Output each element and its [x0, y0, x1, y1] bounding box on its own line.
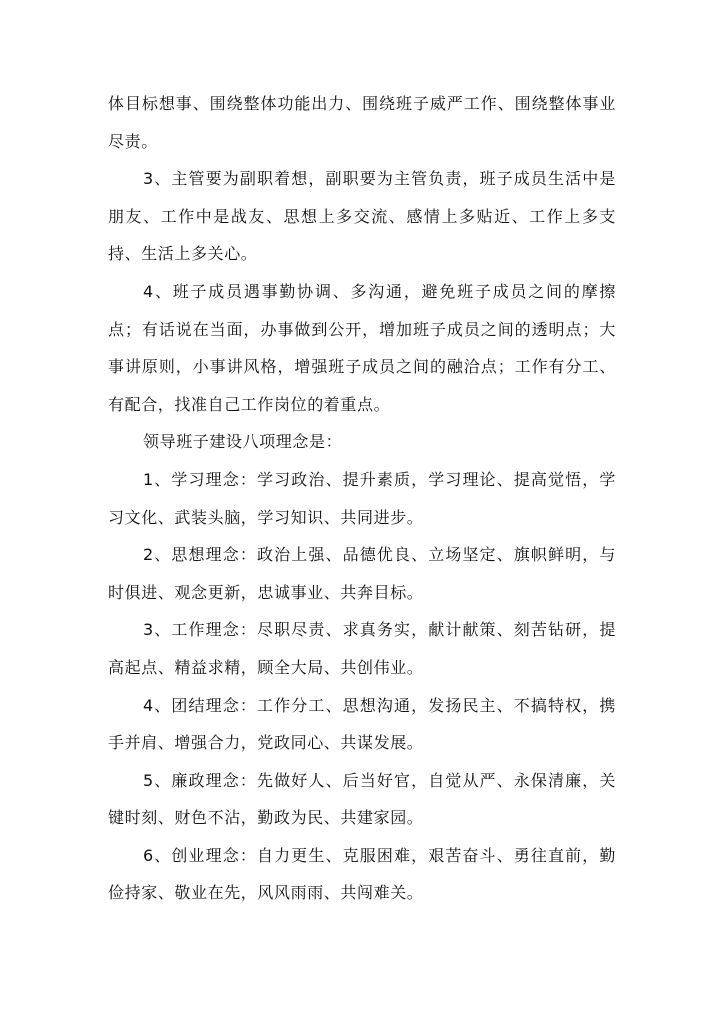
paragraph-continuation: 体目标想事、围绕整体功能出力、围绕班子威严工作、围绕整体事业尽责。	[108, 94, 616, 151]
document-body	[108, 85, 616, 912]
paragraph-item-3-coordination: 3、主管要为副职着想，副职要为主管负责，班子成员生活中是朋友、工作中是战友、思想上多交流、感情上多贴近、工作上多支持、生活上多关心。	[108, 169, 616, 264]
paragraph-concept-integrity: 5、廉政理念：先做好人、后当好官，自觉从严、永保清廉，关键时刻、财色不沾，勤政为民、共建家园。	[108, 770, 616, 828]
paragraph-item-4-communication: 4、班子成员遇事勤协调、多沟通，避免班子成员之间的摩擦点；有话说在当面，办事做到公开，增加班子成员之间的透明点；大事讲原则，小事讲风格，增强班子成员之间的融洽点；工作有分工、有配合，找准自己工作岗位的着重点。	[108, 281, 616, 414]
section-heading-eight-concepts: 领导班子建设八项理念是：	[143, 432, 343, 452]
paragraph-concept-enterprise: 6、创业理念：自力更生、克服困难，艰苦奋斗、勇往直前，勤俭持家、敬业在先，风风雨雨、共闯难关。	[108, 845, 616, 903]
paragraph-concept-work: 3、工作理念：尽职尽责、求真务实，献计献策、刻苦钻研，提高起点、精益求精，顾全大局、共创伟业。	[108, 620, 616, 677]
paragraph-concept-unity: 4、团结理念：工作分工、思想沟通，发扬民主、不搞特权，携手并肩、增强合力，党政同心、共谋发展。	[108, 695, 616, 753]
paragraph-concept-thought: 2、思想理念：政治上强、品德优良、立场坚定、旗帜鲜明，与时俱进、观念更新，忠诚事业、共奔目标。	[108, 545, 616, 602]
paragraph-concept-study: 1、学习理念：学习政治、提升素质，学习理论、提高觉悟，学习文化、武装头脑，学习知识、共同进步。	[108, 469, 616, 527]
